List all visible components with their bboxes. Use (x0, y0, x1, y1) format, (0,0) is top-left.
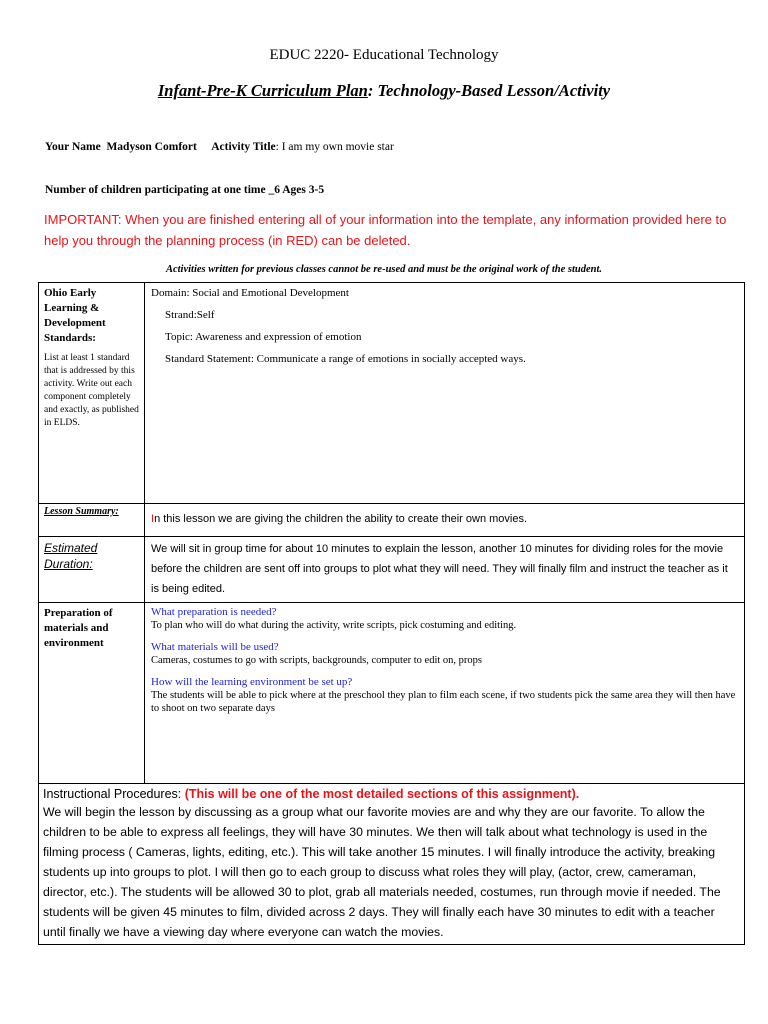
preparation-label-cell (39, 603, 145, 784)
summary-row (39, 504, 745, 537)
procedures-header (39, 784, 744, 802)
summary-label: Lesson Summary: (44, 506, 119, 517)
preparation-label: Preparation of materials and environment (44, 607, 113, 649)
plan-title-main: Infant-Pre-K Curriculum Plan (157, 81, 368, 100)
procedures-note: (This will be one of the most detailed sections of this assignment). (181, 787, 580, 801)
procedures-label: Instructional Procedures: (43, 787, 182, 801)
standards-label: Ohio Early Learning & Development Standards: (44, 287, 106, 344)
standard-domain: Domain: Social and Emotional Development (151, 287, 349, 299)
duration-label: Estimated Duration: (44, 541, 98, 571)
prep-answer-1: To plan who will do what during the activity, write scripts, pick costuming and editing. (151, 620, 517, 631)
summary-value-cell (145, 504, 745, 537)
standards-hint: List at least 1 standard that is addressed by this activity. Write out each component completely and exactly, as published in ELDS. (44, 353, 139, 428)
duration-row (39, 537, 745, 603)
activity-value: : I am my own movie star (275, 141, 394, 153)
standard-topic: Topic: Awareness and expression of emotion (165, 331, 362, 343)
name-activity-line (45, 141, 394, 153)
prep-question-2: What materials will be used? (151, 641, 279, 653)
prep-answer-3: The students will be able to pick where at the preschool they plan to film each scene, if two students pick the same area they will then have to shoot on two separate days (151, 690, 736, 714)
prep-question-3: How will the learning environment be set up? (151, 676, 353, 688)
important-note: IMPORTANT: When you are finished entering all of your information into the template, any information provided here to help you through the planning process (in RED) can be deleted. (44, 212, 727, 248)
standards-label-cell (39, 283, 145, 504)
prep-question-1: What preparation is needed? (151, 606, 277, 618)
summary-label-cell (39, 504, 145, 537)
name-label: Your Name (45, 141, 101, 153)
activity-label: Activity Title (211, 141, 276, 153)
children-line (45, 184, 324, 196)
summary-first-letter: I (151, 513, 155, 525)
standard-strand: Strand:Self (165, 309, 215, 321)
prep-answer-2: Cameras, costumes to go with scripts, backgrounds, computer to edit on, props (151, 655, 482, 666)
preparation-row (39, 603, 745, 784)
standards-value-cell (145, 283, 745, 504)
summary-text: n this lesson we are giving the children the ability to create their own movies. (154, 513, 528, 525)
name-value: Madyson Comfort (106, 141, 197, 153)
standards-row (39, 283, 745, 504)
duration-text: We will sit in group time for about 10 minutes to explain the lesson, another 10 minutes for dividing roles for the movie before the children are sent off into groups to plot what they will need. They will finally film and instruct the teacher as it is being edited. (151, 543, 728, 595)
procedures-cell (39, 784, 745, 945)
standard-statement: Standard Statement: Communicate a range of emotions in socially accepted ways. (165, 353, 526, 365)
procedures-text: We will begin the lesson by discussing as a group what our favorite movies are and why they are our favorite. To allow the children to be able to express all feelings, they will have 30 minutes. We then will talk about what technology is used in the filming process ( Cameras, lights, editing, etc.). This will take another 15 minutes. I will finally introduce the activity, breaking students up into groups to plot. I will then go to each group to discuss what roles they will play, (actor, crew, cameraman, director, etc.). The students will be allowed 30 to plot, grab all materials needed, costumes, run through movie if needed. The students will be given 45 minutes to film, divided across 2 days. They will finally each have 30 minutes to edit with a teacher until finally we have a viewing day where everyone can watch the movies. (43, 805, 721, 939)
preparation-value-cell (145, 603, 745, 784)
course-title: EDUC 2220- Educational Technology (269, 47, 499, 63)
duration-value-cell (145, 537, 745, 603)
duration-label-cell (39, 537, 145, 603)
lesson-plan-table (38, 282, 745, 945)
originality-notice: Activities written for previous classes cannot be re-used and must be the original work of the student. (165, 264, 603, 275)
procedures-row (39, 784, 745, 945)
children-label: Number of children participating at one time _6 Ages 3-5 (45, 184, 325, 196)
plan-title-sub: : Technology-Based Lesson/Activity (367, 81, 611, 100)
plan-title (0, 81, 768, 101)
